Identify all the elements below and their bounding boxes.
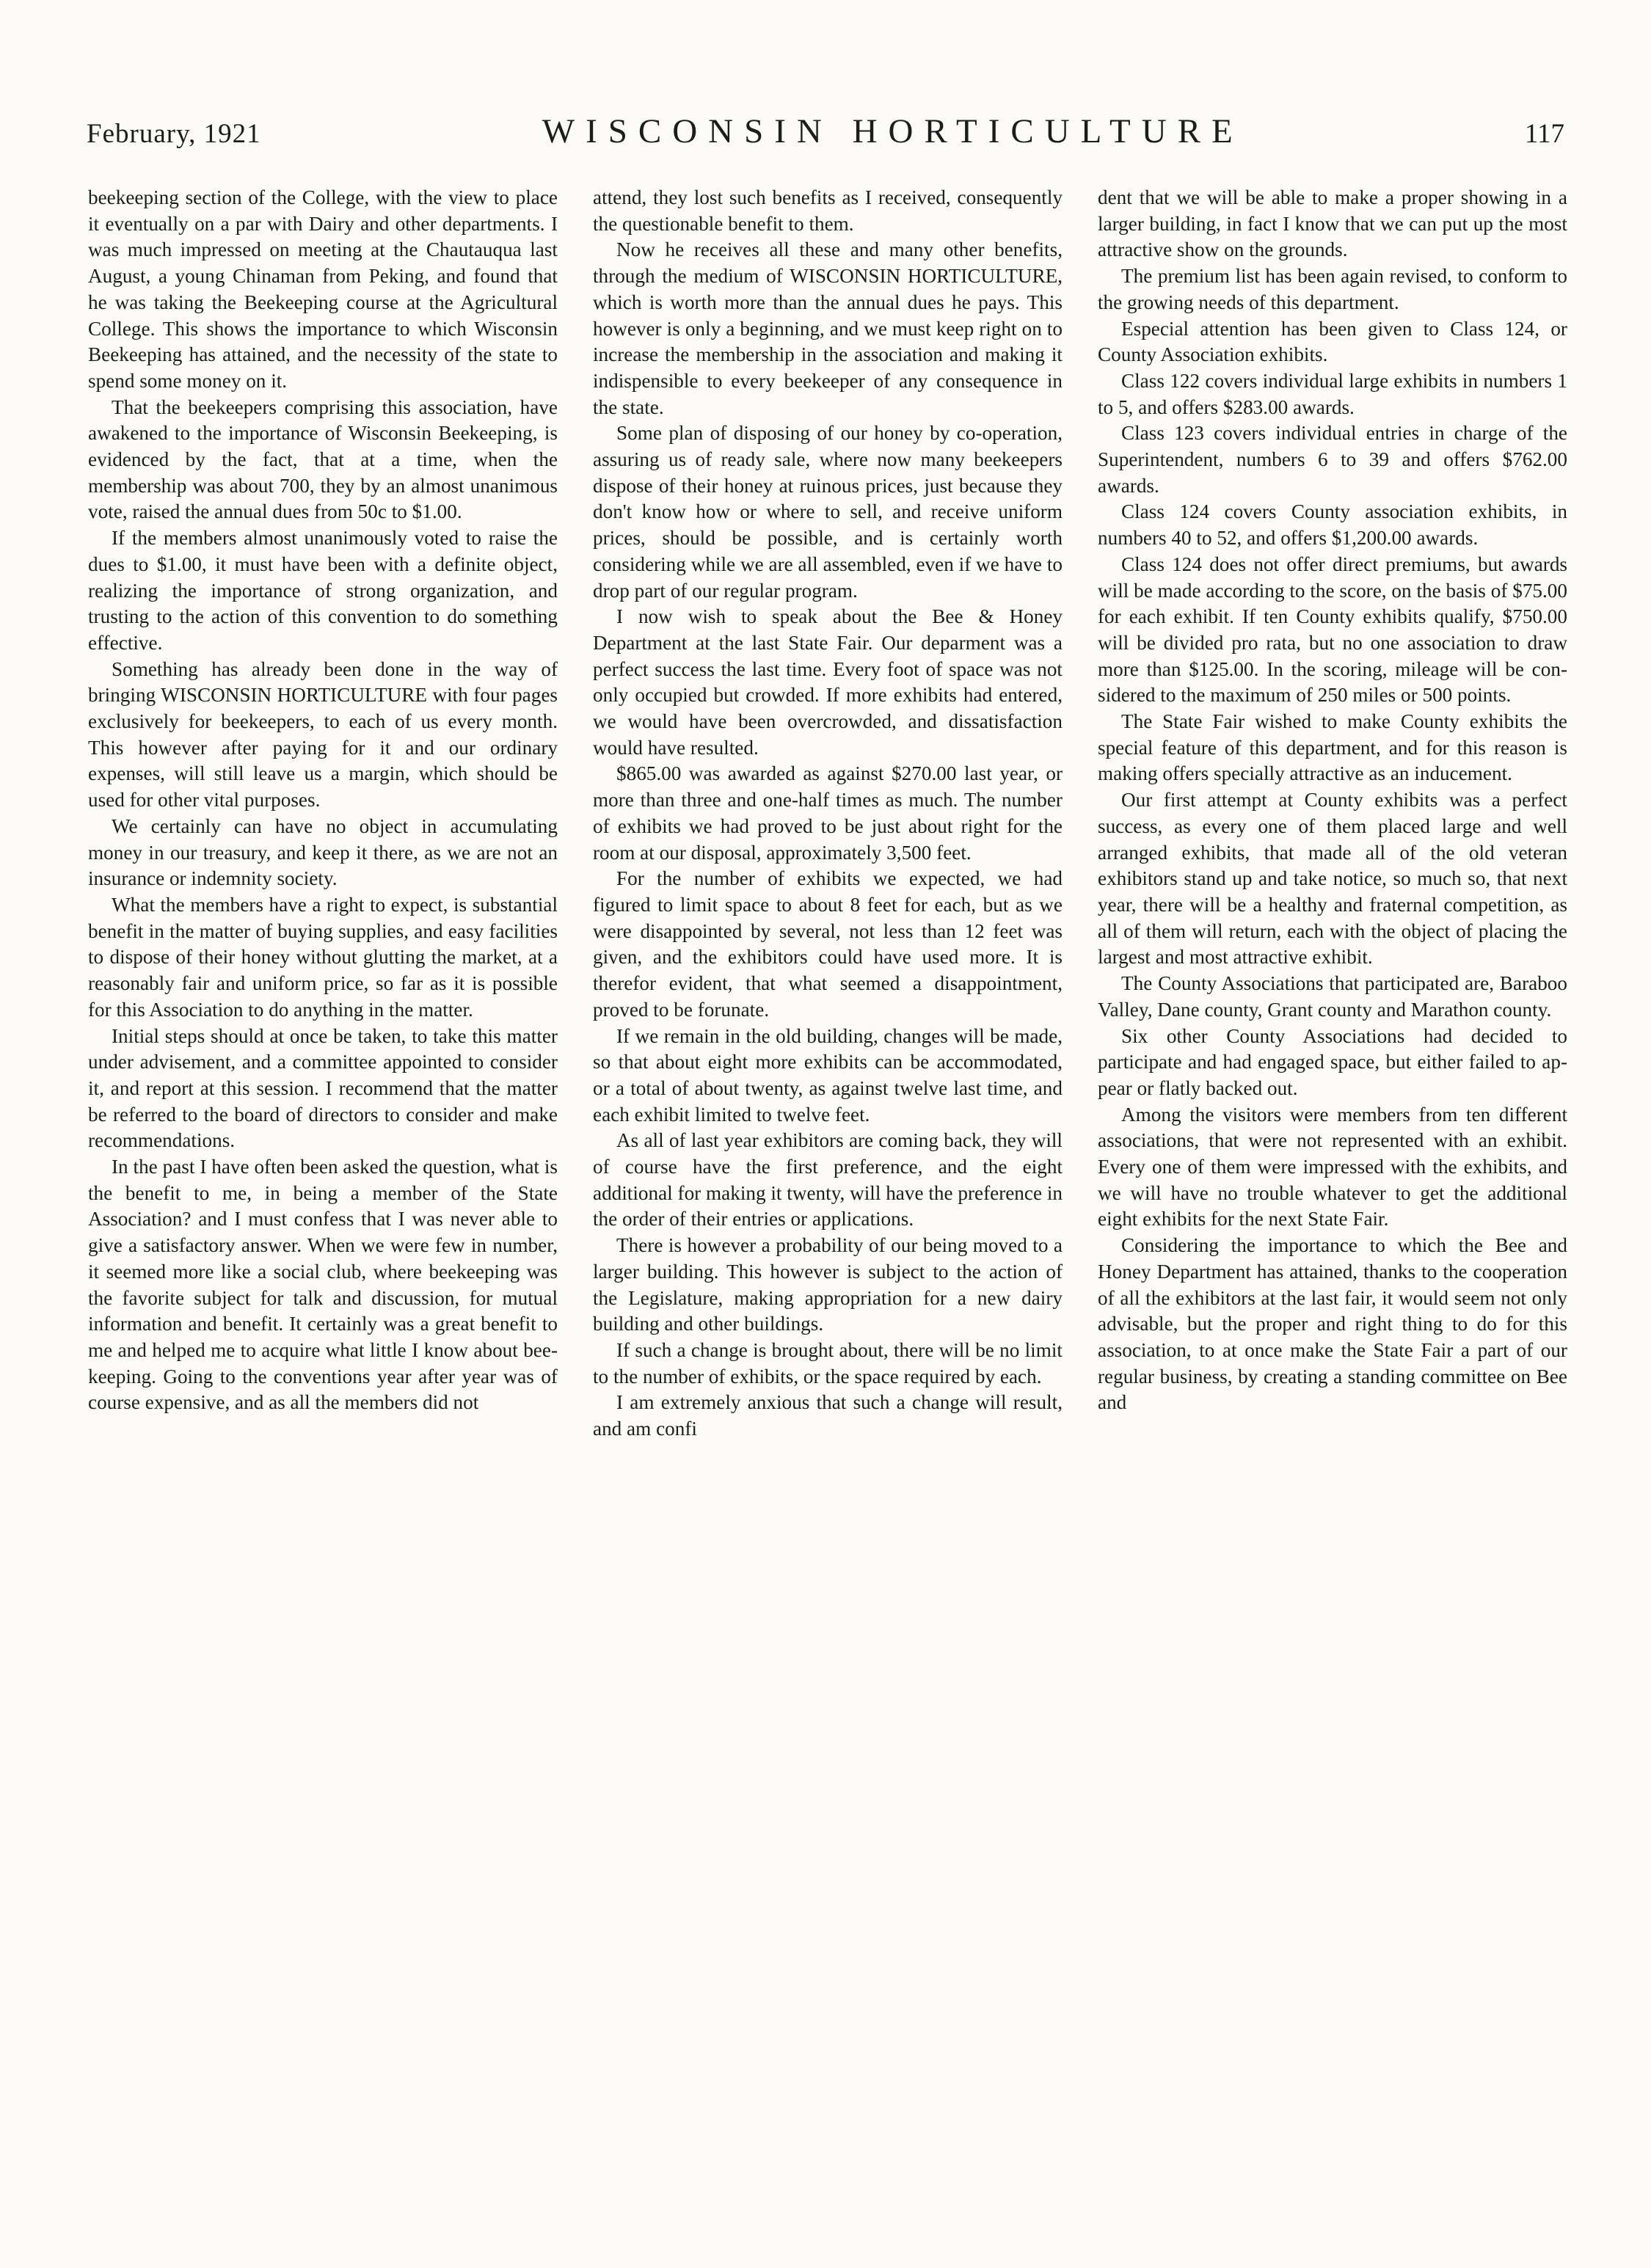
paragraph: Something has already been done in the way of bringing WISCONSIN HORTICULTURE with four pages exclusively for beekeepers, to each of us every month. This however after paying for it and our ordinary expenses, will still leave us a margin, which should be used for other vital purposes. [88,657,558,812]
paragraph: Especial attention has been given to Class 124, or County Association exhibits. [1098,317,1567,366]
paragraph: For the number of exhibits we expected, we had figured to limit space to about 8 feet for each, but as we were disappointed by several, not less than 12 feet was given, and the exhibitors could have used more. It is therefor evident, that what seemed a disappointment, proved to be forunate. [593,867,1063,1021]
paragraph: Class 124 does not offer direct premiums, but awards will be made according to the score, on the basis of $75.00 for each exhibit. If ten County exhibits qualify, $750.00 will be divided pro rata, but no one association to draw more than $125.00. In the scoring, mileage will be considered to the maximum of 250 miles or 500 points. [1098,553,1567,707]
paragraph: Class 122 covers individual large exhibits in numbers 1 to 5, and offers $283.00 awards. [1098,369,1567,418]
paragraph: If such a change is brought about, there will be no limit to the number of exhibits, or the space required by each. [593,1338,1063,1388]
header-title: WISCONSIN HORTICULTURE [542,112,1244,150]
page-number: 117 [1524,119,1564,149]
paragraph: Considering the importance to which the Bee and Honey Department has attained, thanks to the cooperation of all the exhibitors at the last fair, it would seem not only advisable, but the proper and right thing to do for this association, to at once make the State Fair a part of our regular business, by creating a standing committee on Bee and [1098,1234,1567,1414]
paragraph: Six other County Associations had decided to participate and had engaged space, but either failed to appear or flatly backed out. [1098,1024,1567,1099]
paragraph: The premium list has been again revised, to conform to the growing needs of this department. [1098,265,1567,313]
paragraph: That the beekeepers comprising this association, have awakened to the importance of Wisconsin Beekeeping, is evidenced by the fact, that at a time, when the membership was about 700, they by an almost unanimous vote, raised the annual dues from 50c to $1.00. [88,395,558,523]
text-column-2 [593,185,1063,1443]
paragraph: Now he receives all these and many other benefits, through the medium of WISCONSIN HORTICULTURE, which is worth more than the annual dues he pays. This however is only a beginning, and we must keep right on to increase the membership in the association and making it indispensible to every beekeeper of any consequence in the state. [593,238,1063,418]
paragraph: Initial steps should at once be taken, to take this matter under advisement, and a committee appointed to consider it, and report at this session. I recommend that the matter be referred to the board of directors to consider and make recommendations. [88,1024,558,1152]
paragraph: attend, they lost such benefits as I received, consequently the questionable benefit to them. [593,186,1063,235]
paragraph: The State Fair wished to make County exhibits the special feature of this department, and for this reason is making offers specially attractive as an inducement. [1098,710,1567,785]
text-column-1 [88,185,558,1416]
paragraph: If we remain in the old building, changes will be made, so that about eight more exhibits can be accommodated, or a total of about twenty, as against twelve last time, and each exhibit limited to twelve feet. [593,1024,1063,1126]
paragraph: Class 124 covers County association exhibits, in numbers 40 to 52, and offers $1,200.00 awards. [1098,500,1567,550]
paragraph: Class 123 covers individual entries in charge of the Superintendent, numbers 6 to 39 and offers $762.00 awards. [1098,422,1567,497]
paragraph: Some plan of disposing of our honey by co-operation, assuring us of ready sale, where now many beekeepers dispose of their honey at ruinous prices, just because they don't know how or where to sell, and receive uniform prices, should be possible, and is certainly worth considering while we are all assembled, even if we have to drop part of our regular program. [593,422,1063,602]
running-header [87,112,1564,163]
paragraph: We certainly can have no object in accumulating money in our treasury, and keep it there, as we are not an insurance or indemnity society. [88,814,558,890]
paragraph: If the members almost unanimously voted to raise the dues to $1.00, it must have been with a definite object, realizing the importance of strong organization, and trusting to the action of this convention to do something effective. [88,527,558,654]
paragraph: Our first attempt at County exhibits was a perfect success, as every one of them placed large and well arranged exhibits, that made all of the old veteran exhibitors stand up and take notice, so much so, that next year, there will be a healthy and fraternal competition, as all of them will return, each with the object of placing the largest and most attractive exhibit. [1098,789,1567,969]
paragraph: I am extremely anxious that such a change will result, and am confi [593,1391,1063,1440]
paragraph: The County Associations that participated are, Baraboo Valley, Dane county, Grant county and Marathon county. [1098,972,1567,1021]
paragraph: dent that we will be able to make a proper showing in a larger building, in fact I know that we can put up the most attractive show on the grounds. [1098,186,1567,261]
paragraph: As all of last year exhibitors are coming back, they will of course have the first preference, and the eight additional for making it twenty, will have the preference in the order of their entries or applications. [593,1129,1063,1230]
paragraph: There is however a probability of our being moved to a larger building. This however is subject to the action of the Legislature, making appropriation for a new dairy building and other buildings. [593,1234,1063,1335]
paragraph: In the past I have often been asked the question, what is the benefit to me, in being a member of the State Association? and I must confess that I was never able to give a satisfactory answer. When we were few in number, it seemed more like a social club, where beekeeping was the favorite subject for talk and discussion, for mutual information and benefit. It certainly was a great benefit to me and helped me to acquire what little I know about beekeeping. Going to the conventions year after year was of course expensive, and as all the members did not [88,1156,558,1414]
text-column-3 [1098,185,1567,1416]
paragraph: beekeeping section of the College, with the view to place it eventually on a par with Dairy and other departments. I was much impressed on meeting at the Chautauqua last August, a young Chinaman from Peking, and found that he was taking the Beekeeping course at the Agricultural College. This shows the importance to which Wisconsin Beekeeping has attained, and the necessity of the state to spend some money on it. [88,186,558,392]
paragraph: What the members have a right to expect, is substantial benefit in the matter of buying supplies, and easy facilities to dispose of their honey without glutting the market, at a reasonably fair and uniform price, so far as it is possible for this Association to do anything in the matter. [88,893,558,1021]
header-date: February, 1921 [87,119,261,149]
paragraph: I now wish to speak about the Bee & Honey Department at the last State Fair. Our deparment was a perfect success the last time. Every foot of space was not only occupied but crowded. If more exhibits had entered, we would have been overcrowded, and dissatisfaction would have resulted. [593,605,1063,759]
paragraph: Among the visitors were members from ten different associations, that were not represented with an exhibit. Every one of them were impressed with the exhibits, and we will have no trouble whatever to get the additional eight exhibits for the next State Fair. [1098,1103,1567,1230]
paragraph: $865.00 was awarded as against $270.00 last year, or more than three and one-half times as much. The number of exhibits we had proved to be just about right for the room at our disposal, approximately 3,500 feet. [593,762,1063,864]
